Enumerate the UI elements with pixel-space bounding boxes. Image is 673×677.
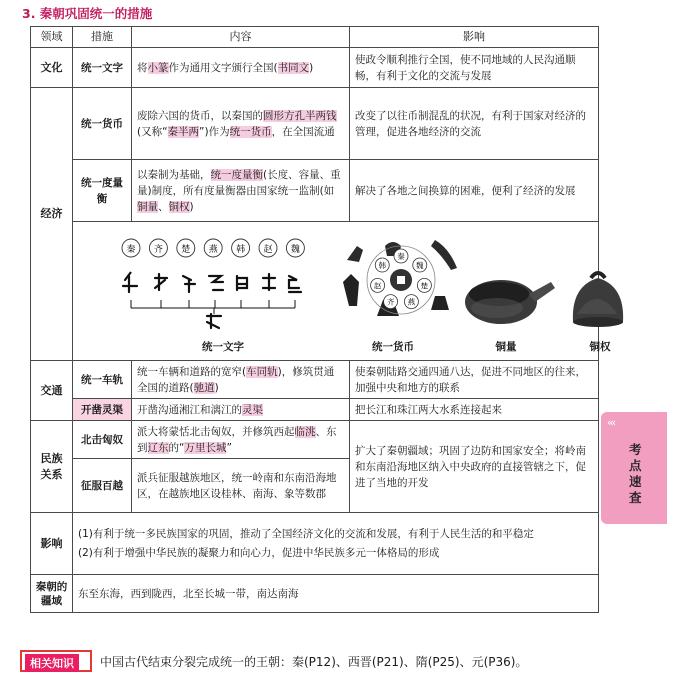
- header-field: 领域: [31, 27, 73, 48]
- content-influence: [73, 513, 599, 575]
- row-territory: [31, 575, 599, 613]
- content-territory: 东至东海，西到陇西，北至长城一带，南达南海: [73, 575, 599, 613]
- caption-bronze-weight: 铜权: [589, 341, 611, 353]
- caption-unify-currency: 统一货币: [372, 341, 414, 353]
- state-label: 赵: [263, 245, 273, 255]
- content-unify-axles: 统一车辆和道路的宽窄(车同轨)，修筑贯通全国的道路(驰道): [132, 361, 350, 399]
- ring-state-label: 燕: [407, 297, 416, 307]
- caption-bronze-measure: 铜量: [495, 341, 517, 353]
- state-label: 魏: [290, 245, 300, 255]
- impact-unify-currency: 改变了以往币制混乱的状况，有利于国家对经济的管理，促进各地经济的交流: [350, 88, 599, 160]
- row-influence: [31, 513, 599, 575]
- state-label: 韩: [236, 245, 246, 255]
- header-impact: 影响: [350, 27, 599, 48]
- unify-script-figure: [113, 228, 313, 332]
- side-tab-label: 考点速查: [629, 442, 642, 505]
- ring-state-label: 韩: [378, 261, 386, 271]
- row-currency: [31, 88, 599, 160]
- row-xiongnu: [31, 421, 599, 459]
- row-culture: [31, 48, 599, 88]
- related-knowledge-badge: [20, 650, 92, 672]
- related-knowledge-text: 中国古代结束分裂完成统一的王朝：秦(P12)、西晋(P21)、隋(P25)、元(P36)。: [100, 655, 528, 669]
- impact-unify-script: 使政令顺利推行全国，使不同地域的人民沟通顺畅，有利于文化的交流与发展: [350, 48, 599, 88]
- figures-cell: [73, 222, 611, 361]
- measure-baiyue: 征服百越: [73, 459, 132, 513]
- measure-lingqu-canal: 开凿灵渠: [73, 399, 132, 421]
- row-canal: [31, 399, 599, 421]
- unify-currency-figure: [339, 230, 463, 334]
- tab-arrows-icon: ‹‹‹: [607, 416, 615, 429]
- bronze-weight-figure: [563, 264, 633, 334]
- header-measure: 措施: [73, 27, 132, 48]
- section-title: 3. 秦朝巩固统一的措施: [22, 6, 153, 21]
- measures-table: [30, 26, 611, 613]
- related-knowledge-label: 相关知识: [25, 654, 79, 672]
- impact-unify-axles: 使秦朝陆路交通四通八达，促进不同地区的往来，加强中央和地方的联系: [350, 361, 599, 399]
- impact-ethnic: 扩大了秦朝疆域；巩固了边防和国家安全；将岭南和东南沿海地区纳入中央政府的直接管辖之下，促进了当地的开发: [350, 421, 599, 513]
- field-transport: 交通: [31, 361, 73, 421]
- impact-unify-weights: 解决了各地之间换算的困难，便利了经济的发展: [350, 160, 599, 222]
- content-baiyue: 派兵征服越族地区，统一岭南和东南沿海地区，在越族地区设桂林、南海、象等数郡: [132, 459, 350, 513]
- measure-unify-axles: 统一车轨: [73, 361, 132, 399]
- state-label: 秦: [126, 245, 136, 255]
- measure-xiongnu: 北击匈奴: [73, 421, 132, 459]
- content-unify-script: 将小篆作为通用文字颁行全国(书同文): [132, 48, 350, 88]
- field-territory: 秦朝的疆域: [31, 575, 73, 613]
- header-content: 内容: [132, 27, 350, 48]
- content-unify-weights: 以秦制为基础，统一度量衡(长度、容量、重量)制度，所有度量衡器由国家统一监制(如铜量、铜权): [132, 160, 350, 222]
- row-figures: [31, 222, 599, 361]
- field-economy: 经济: [31, 88, 73, 361]
- bronze-measure-figure: [457, 272, 557, 334]
- ring-state-label: 赵: [373, 281, 382, 291]
- content-unify-currency: 废除六国的货币，以秦国的圆形方孔半两钱(又称“秦半两”)作为统一货币，在全国流通: [132, 88, 350, 160]
- influence-item-2: (2)有利于增强中华民族的凝聚力和向心力，促进中华民族多元一体格局的形成: [78, 546, 440, 559]
- field-influence: 影响: [31, 513, 73, 575]
- ring-state-label: 魏: [416, 261, 424, 271]
- side-tab-quick-reference[interactable]: [601, 412, 667, 524]
- field-ethnic: 民族关系: [31, 421, 73, 513]
- state-label: 齐: [153, 245, 163, 255]
- row-measures: [31, 160, 599, 222]
- measure-unify-currency: 统一货币: [73, 88, 132, 160]
- ring-state-label: 齐: [386, 297, 395, 307]
- ring-state-label: 楚: [420, 281, 429, 291]
- table-header-row: [31, 27, 599, 48]
- content-xiongnu: 派大将蒙恬北击匈奴，并修筑西起临洮、东到辽东的“万里长城”: [132, 421, 350, 459]
- state-label: 燕: [208, 245, 218, 255]
- field-culture: 文化: [31, 48, 73, 88]
- row-roads: [31, 361, 599, 399]
- measure-unify-weights: 统一度量衡: [73, 160, 132, 222]
- ring-state-label: 秦: [397, 252, 405, 261]
- content-lingqu-canal: 开凿沟通湘江和漓江的灵渠: [132, 399, 350, 421]
- influence-item-1: (1)有利于统一多民族国家的巩固，推动了全国经济文化的交流和发展，有利于人民生活的和平稳定: [78, 527, 534, 540]
- impact-lingqu-canal: 把长江和珠江两大水系连接起来: [350, 399, 599, 421]
- caption-unify-script: 统一文字: [202, 341, 244, 353]
- state-label: 楚: [181, 245, 191, 255]
- measure-unify-script: 统一文字: [73, 48, 132, 88]
